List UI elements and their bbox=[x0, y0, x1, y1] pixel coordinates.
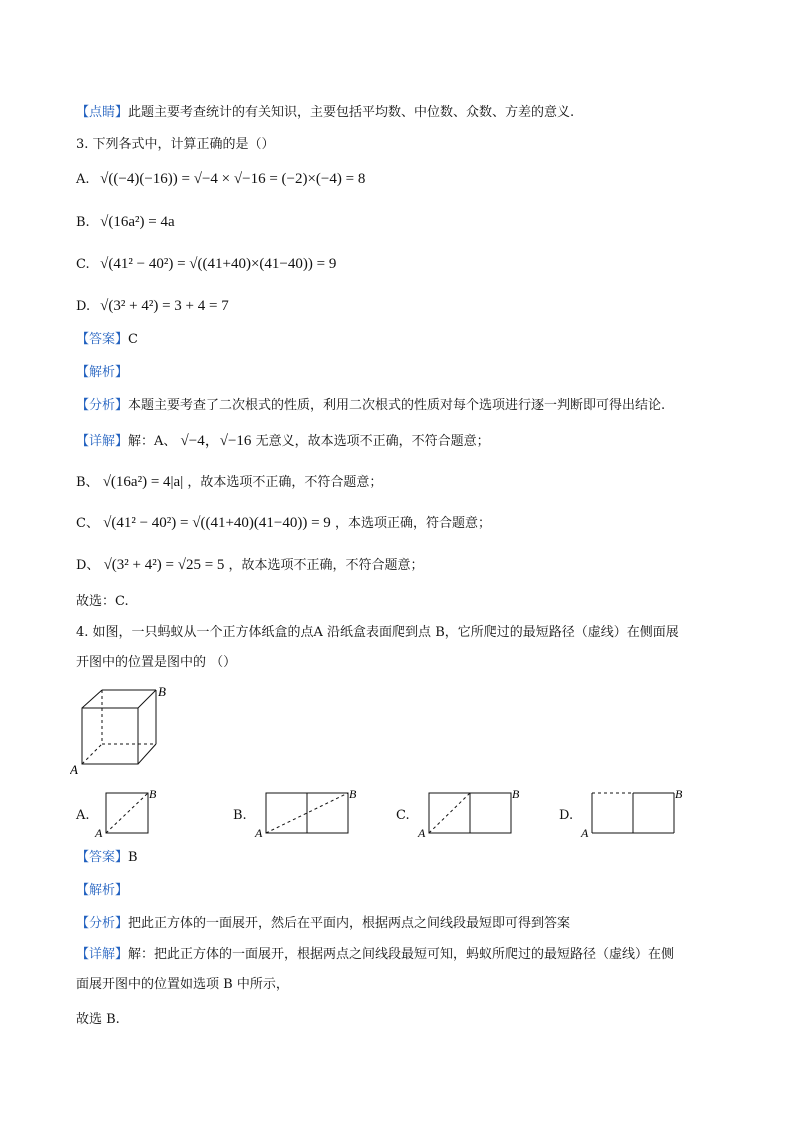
q4-fenxi: 把此正方体的一面展开，然后在平面内，根据两点之间线段最短即可得到答案 bbox=[128, 916, 571, 931]
q4-a-point-b: B bbox=[149, 787, 157, 801]
q3-detail-c-expr: √(41² − 40²) = √((41+40)(41−40)) = 9 bbox=[103, 515, 331, 531]
q3-option-d-label: D. bbox=[76, 299, 91, 314]
q3-detail-b-pre: B、 bbox=[76, 475, 99, 490]
q4-d-point-a: A bbox=[581, 826, 589, 837]
q4-detail-line2: 面展开图中的位置如选项 B 中所示， bbox=[76, 977, 289, 992]
cube-point-a: A bbox=[70, 762, 78, 776]
q4-b-point-b: B bbox=[349, 787, 357, 801]
q3-option-a-label: A. bbox=[76, 172, 90, 187]
cube-front-face bbox=[82, 708, 138, 764]
q4-stem-line1: 4. 如图，一只蚂蚁从一个正方体纸盒的点A 沿纸盒表面爬到点 B，它所爬过的最短路径（虚线）在侧面展 bbox=[76, 625, 679, 640]
q3-detail-a-post: 无意义，故本选项不正确，不符合题意； bbox=[255, 434, 490, 449]
q4-b-point-a: A bbox=[255, 826, 263, 837]
q3-detail-c-pre: C、 bbox=[76, 516, 99, 531]
q3-detail-a bbox=[76, 432, 490, 451]
cube-point-b: B bbox=[158, 684, 166, 699]
q3-detail-d-post: ，故本选项不正确，不符合题意； bbox=[228, 558, 424, 573]
q3-answer-line bbox=[76, 331, 138, 349]
q4-fenxi-tag: 【分析】 bbox=[76, 916, 129, 931]
q3-detail-b bbox=[76, 473, 382, 492]
q4-detail-line1 bbox=[76, 946, 674, 964]
q3-detail-b-expr: √(16a²) = 4|a| bbox=[102, 474, 184, 490]
q3-detail-c-post: ，本选项正确，符合题意； bbox=[334, 516, 491, 531]
q3-detail-a-pre: 解：A、 bbox=[128, 434, 177, 449]
q3-conclusion: 故选：C. bbox=[76, 594, 129, 609]
q4-stem-line2: 开图中的位置是图中的 （） bbox=[76, 655, 237, 670]
q3-option-c-expr: √(41² − 40²) = √((41+40)×(41−40)) = 9 bbox=[100, 256, 337, 272]
q4-option-a-figure bbox=[92, 787, 162, 837]
q4-option-a-label: A. bbox=[76, 808, 90, 823]
q4-c-point-a: A bbox=[418, 826, 426, 837]
dianjing-text: 此题主要考查统计的有关知识，主要包括平均数、中位数、众数、方差的意义. bbox=[128, 105, 575, 120]
q3-detail-d-pre: D、 bbox=[76, 558, 100, 573]
q3-option-b-expr: √(16a²) = 4a bbox=[100, 214, 175, 230]
q4-c-point-b: B bbox=[512, 787, 520, 801]
q4-option-c-figure bbox=[415, 787, 527, 837]
q3-stem: 3. 下列各式中，计算正确的是（） bbox=[76, 137, 275, 152]
q4-option-d-figure bbox=[578, 787, 690, 837]
q3-option-c bbox=[76, 255, 336, 274]
q3-detail-b-post: ，故本选项不正确，不符合题意； bbox=[187, 475, 383, 490]
q4-detail-text1: 解：把此正方体的一面展开，根据两点之间线段最短可知，蚂蚁所爬过的最短路径（虚线）在侧 bbox=[128, 947, 675, 962]
q4-answer-line bbox=[76, 849, 138, 867]
q4-d-point-b: B bbox=[675, 787, 683, 801]
q3-analysis-tag: 【解析】 bbox=[76, 365, 129, 380]
q3-option-b bbox=[76, 213, 175, 232]
q3-option-b-label: B. bbox=[76, 215, 90, 230]
dianjing-tag: 【点睛】 bbox=[76, 105, 129, 120]
dianjing-line bbox=[76, 104, 574, 122]
q4-fenxi-line bbox=[76, 915, 570, 933]
q4-answer-tag: 【答案】 bbox=[76, 850, 129, 865]
q3-detail-d bbox=[76, 556, 424, 575]
q4-option-d-label: D. bbox=[559, 808, 574, 823]
q4-answer: B bbox=[128, 850, 138, 865]
q3-option-a bbox=[76, 170, 365, 189]
q3-option-d-expr: √(3² + 4²) = 3 + 4 = 7 bbox=[100, 298, 229, 314]
q4-a-point-a: A bbox=[95, 826, 103, 837]
cube-figure bbox=[70, 684, 180, 776]
q4-conclusion: 故选 B. bbox=[76, 1012, 120, 1027]
q3-answer-tag: 【答案】 bbox=[76, 332, 129, 347]
q3-answer: C bbox=[128, 332, 138, 347]
q3-detail-c bbox=[76, 514, 491, 533]
q4-detail-tag: 【详解】 bbox=[76, 947, 129, 962]
q3-fenxi: 本题主要考查了二次根式的性质，利用二次根式的性质对每个选项进行逐一判断即可得出结论. bbox=[128, 398, 666, 413]
q3-option-d bbox=[76, 297, 229, 316]
q4-option-c-label: C. bbox=[396, 808, 410, 823]
q4-analysis-tag: 【解析】 bbox=[76, 883, 129, 898]
q3-fenxi-line bbox=[76, 397, 665, 415]
q3-detail-a-expr: √−4，√−16 bbox=[180, 433, 252, 449]
q4-option-b-figure bbox=[252, 787, 364, 837]
q3-detail-d-expr: √(3² + 4²) = √25 = 5 bbox=[103, 557, 225, 573]
q3-fenxi-tag: 【分析】 bbox=[76, 398, 129, 413]
q3-option-c-label: C. bbox=[76, 257, 90, 272]
q4-option-b-label: B. bbox=[233, 808, 247, 823]
q3-option-a-expr: √((−4)(−16)) = √−4 × √−16 = (−2)×(−4) = 8 bbox=[100, 171, 366, 187]
q3-detail-tag: 【详解】 bbox=[76, 434, 129, 449]
